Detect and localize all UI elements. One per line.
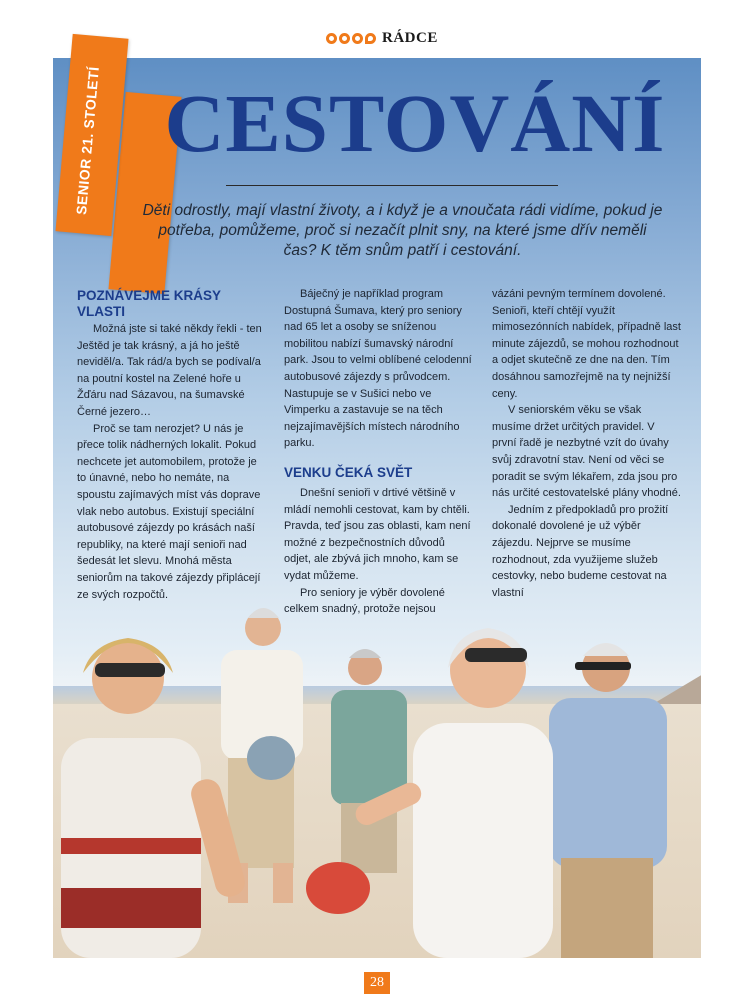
column-2 <box>284 286 472 618</box>
title-rule <box>226 185 558 186</box>
section-tab-label: SENIOR 21. STOLETÍ <box>73 65 102 216</box>
article-title: CESTOVÁNÍ <box>164 77 666 169</box>
brand-name: RÁDCE <box>382 30 438 46</box>
heading-poznavejme: POZNÁVEJME KRÁSY VLASTI <box>77 288 221 319</box>
col1-paragraph-1: Možná jste si také někdy řekli - ten Ještěd je tak krásný, a já ho ještě neviděl/a. Tak rád/a bych se podíval/a na poutní kostel na Zelené hoře u Žďáru nad Sázavou, na šumavské Černé jezero… <box>77 323 262 418</box>
person-woman-left <box>61 638 248 958</box>
col3-paragraph-3: Jedním z předpokladů pro prožití dokonalé dovolené je už výběr zájezdu. Nejprve se musíme rozhodnout, zda využijeme služeb cestovky, nebo budeme cestovat na vlastní <box>492 503 669 599</box>
col3-paragraph-2: V seniorském věku se však musíme držet určitých pravidel. V první řadě je nezbytné vzít do úvahy svůj zdravotní stav. Není od věci se poradit se svým lékařem, zda jsou pro nás určité cestovatelské plány vhodné. <box>492 404 681 500</box>
hero-photo <box>53 58 701 958</box>
coop-logo <box>326 33 376 44</box>
col2-paragraph-1: Báječný je například program Dostupná Šumava, který pro seniory nad 65 let a osoby se sníženou mobilitou nabízí šumavský národní park. Jsou to velmi oblíbené celodenní autobusové zájezdy s průvodcem. Nastupuje se v Sušici nebo ve Vimperku a zastavuje se na těch nejzajímavějších místech národního parku. <box>284 288 472 450</box>
col2-paragraph-3: Pro seniory je výběr dovolené celkem snadný, protože nejsou <box>284 586 445 616</box>
lead-paragraph: Děti odrostly, mají vlastní životy, a i když je a vnoučata rádi vidíme, pokud je potřeba, pomůžeme, proč si nezačít plnit sny, na které jsme dřív neměli čas? K těm snům patří i cestování. <box>142 202 663 259</box>
column-3 <box>492 286 682 601</box>
page-number: 28 <box>364 972 390 994</box>
brand <box>326 30 438 47</box>
person-man-teal-shirt <box>331 649 407 873</box>
person-man-blue-shirt <box>549 643 667 958</box>
column-1 <box>77 288 265 603</box>
heading-venku: VENKU ČEKÁ SVĚT <box>284 464 413 480</box>
col1-paragraph-2: Proč se tam nerozjet? U nás je přece tolik nádherných lokalit. Pokud nechcete jet automobilem, protože je to únavné, nebo ho nemáte, na spoustu zajímavých míst vás doprave vlak nebo autobus. Existují speciální autobusové zájezdy po krásách naší republiky, na které mají senioři nad šedesát let slevu. Mnohá města seniorům na takové zájezdy připlácejí ze svých rozpočtů. <box>77 422 261 601</box>
col3-paragraph-1: vázáni pevným termínem dovolené. Senioři, kteří chtějí využít mimosezónních nabídek, případně last minute zájezdů, se mohou rozhodnout a odjet skutečně ze dne na den. Tím dosáhnou samozřejmě na ty nejnižší ceny. <box>492 288 681 400</box>
col2-paragraph-2: Dnešní senioři v drtivé většině v mládí nemohli cestovat, kam by chtěli. Pravda, teď jsou zas oblasti, kam není možné z bezpečnostních důvodů odjet, ale zbývá jich mnoho, kam se vydat můžeme. <box>284 486 471 582</box>
